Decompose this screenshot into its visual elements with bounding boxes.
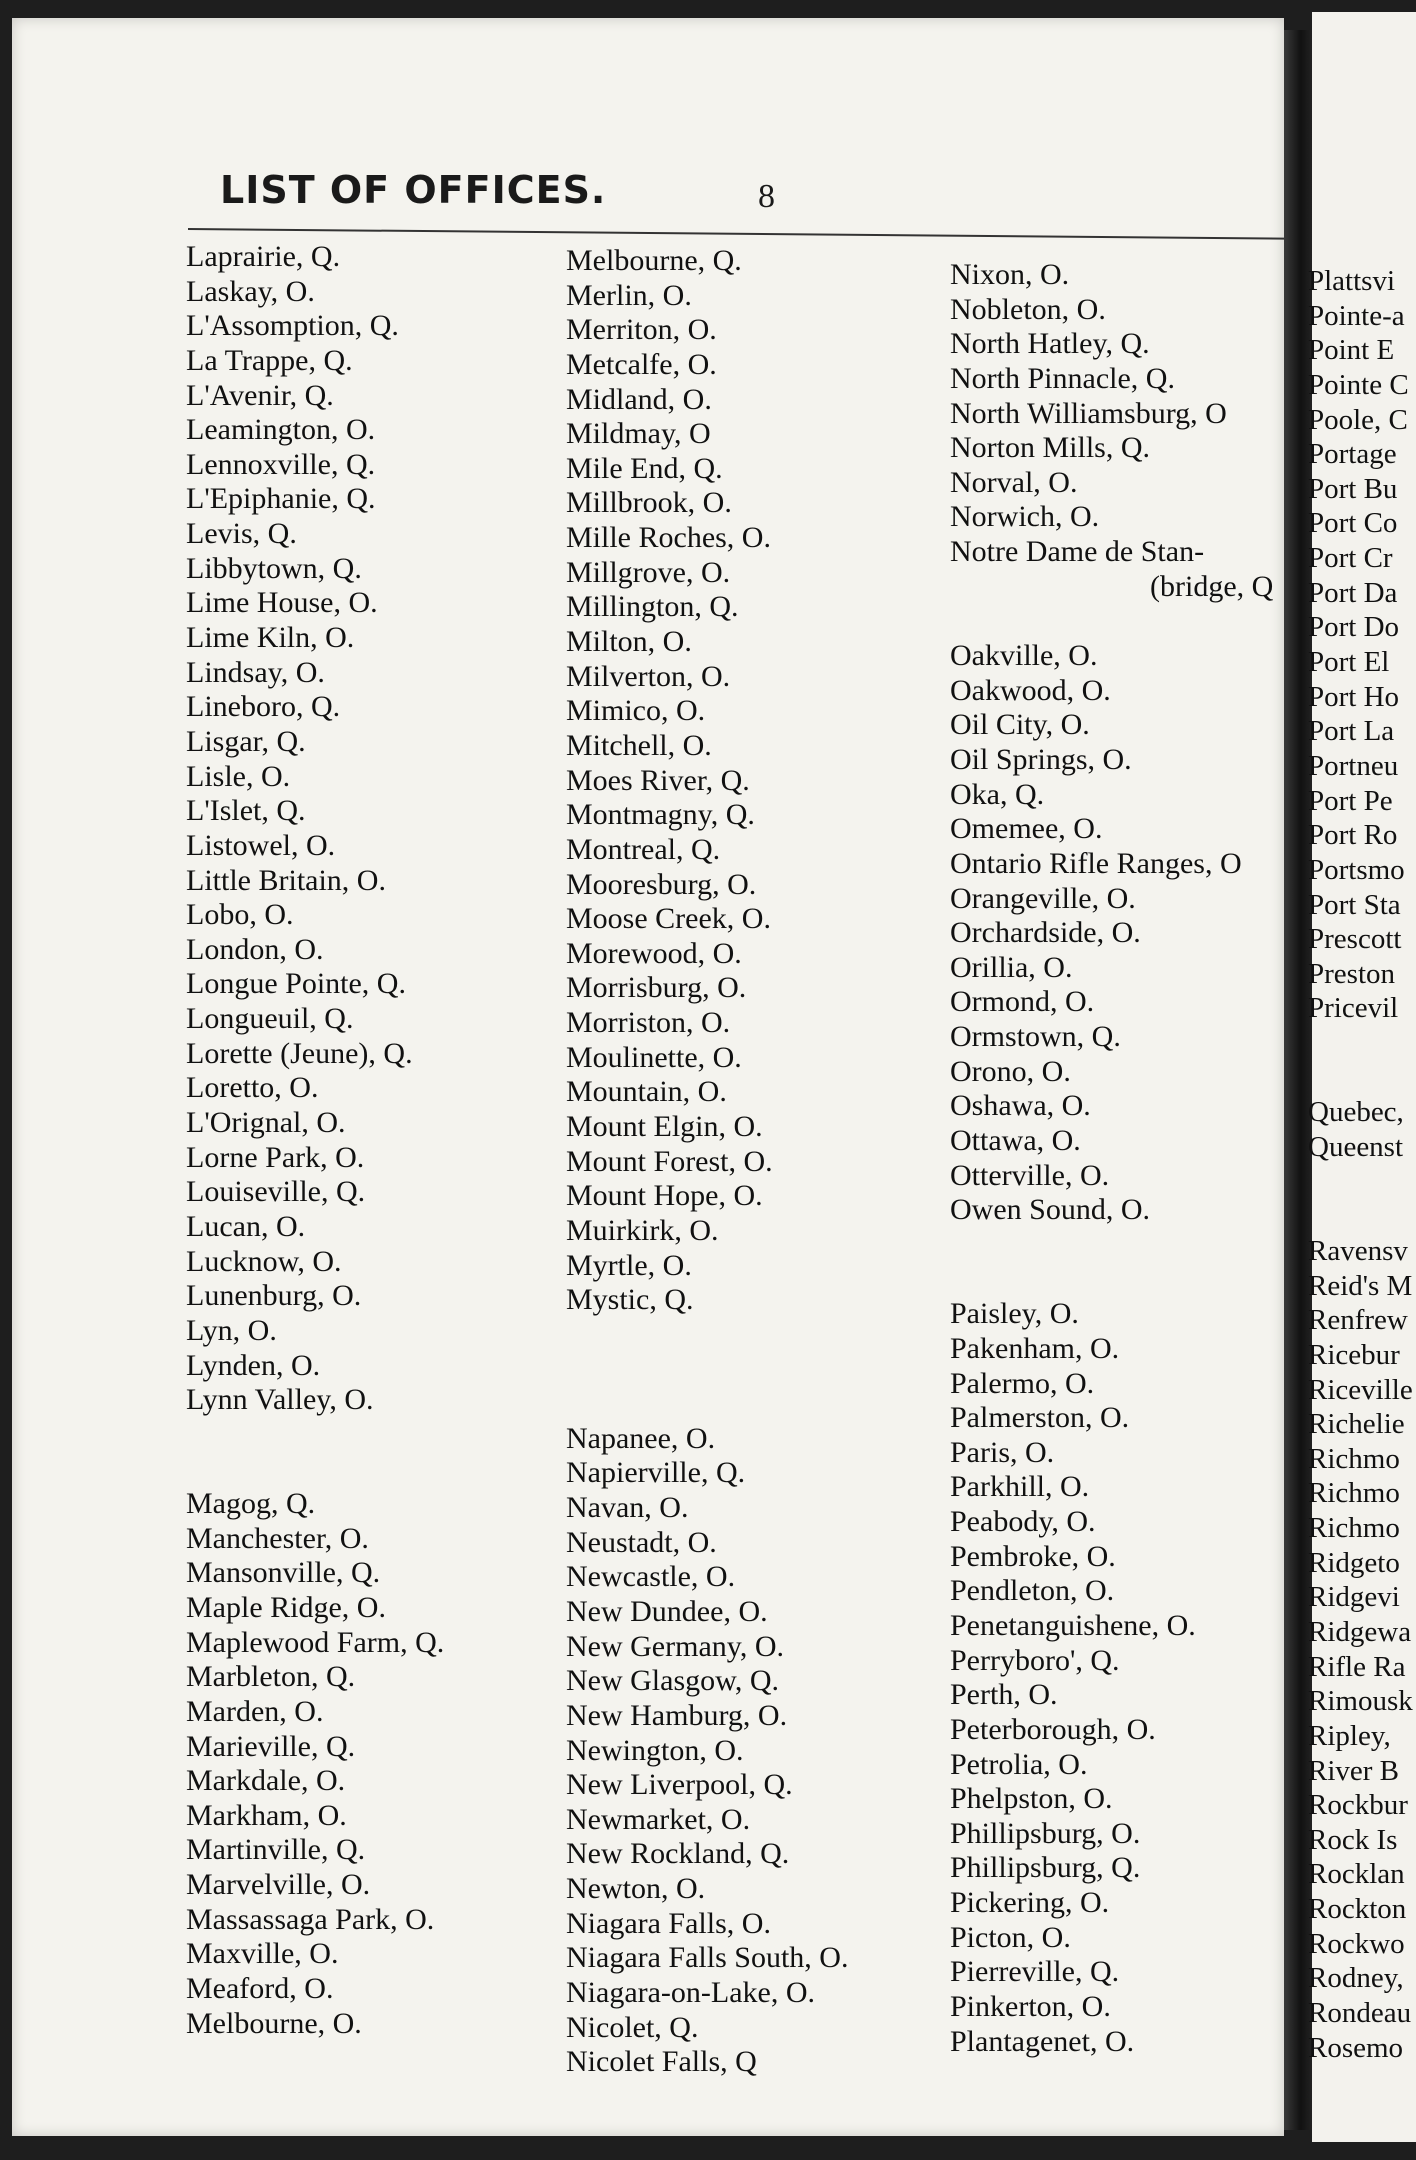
office-entry: Ottawa, O. [950,1124,1081,1158]
office-entry: Picton, O. [950,1920,1071,1954]
office-entry: Parkhill, O. [950,1470,1090,1504]
office-entry: L'Avenir, Q. [186,378,334,412]
facing-page-entry: Ricebur [1308,1338,1400,1371]
office-entry: Mooresburg, O. [566,867,757,901]
office-entry: Lucknow, O. [186,1244,342,1278]
office-entry: Newton, O. [566,1872,706,1906]
office-entry: Longue Pointe, Q. [186,967,406,1001]
office-entry: Laskay, O. [186,274,315,308]
facing-page-entry: Portneu [1308,749,1399,782]
blank-line [566,1318,848,1353]
office-entry: Norval, O. [950,465,1078,499]
office-entry: Levis, Q. [186,517,297,551]
office-entry: Palmerston, O. [950,1401,1130,1435]
office-entry: Lime Kiln, O. [186,621,355,655]
office-entry: Paris, O. [950,1435,1055,1469]
office-column-1 [186,240,444,2041]
page-heading: LIST OF OFFICES. [220,168,607,212]
facing-page-column [1308,264,1413,2065]
facing-page-entry: Ridgeto [1308,1546,1400,1579]
office-entry: Paisley, O. [950,1297,1079,1331]
facing-page-entry: Point E [1308,334,1395,367]
office-entry: Petrolia, O. [950,1747,1088,1781]
office-entry: Mansonville, Q. [186,1556,381,1590]
facing-page-entry: Rosemo [1308,2031,1404,2064]
office-entry: Peabody, O. [950,1505,1096,1539]
office-entry: Lunenburg, O. [186,1279,362,1313]
office-entry: London, O. [186,932,324,966]
office-entry: Lisle, O. [186,759,291,793]
office-entry: Owen Sound, O. [950,1193,1150,1227]
office-entry: Omemee, O. [950,812,1103,846]
office-entry: Melbourne, O. [186,2006,362,2040]
facing-page-entry: Rock Is [1308,1823,1398,1856]
office-entry: Loretto, O. [186,1071,319,1105]
office-entry: Morrisburg, O. [566,971,747,1005]
office-entry: Listowel, O. [186,828,336,862]
office-entry: Plantagenet, O. [950,2024,1135,2058]
office-entry: Nicolet Falls, Q [566,2045,757,2079]
office-entry: New Glasgow, Q. [566,1664,780,1698]
facing-page-entry: Port Cr [1308,542,1393,575]
office-entry: Libbytown, Q. [186,551,362,585]
office-entry: Meaford, O. [186,1972,334,2006]
office-entry: Lynn Valley, O. [186,1383,374,1417]
office-entry: Milverton, O. [566,659,731,693]
office-entry: Lisgar, Q. [186,724,306,758]
office-entry: Perryboro', Q. [950,1643,1120,1677]
office-entry: Ormond, O. [950,985,1095,1019]
office-entry: Notre Dame de Stan- [950,535,1205,569]
blank-line [1308,1061,1413,1096]
office-entry: Orchardside, O. [950,916,1141,950]
office-entry: Lyn, O. [186,1313,277,1347]
facing-page-entry: Port El [1308,646,1390,679]
office-entry: Merlin, O. [566,278,692,312]
office-entry: Marden, O. [186,1694,324,1728]
office-entry: Oakville, O. [950,639,1098,673]
facing-page-entry: Rockwo [1308,1927,1405,1960]
office-entry: Mountain, O. [566,1075,727,1109]
office-entry: Moose Creek, O. [566,902,771,936]
office-entry: Markdale, O. [186,1764,346,1798]
office-entry: Lime House, O. [186,586,378,620]
facing-page-entry: Richmo [1308,1442,1400,1475]
blank-line [950,1263,1273,1298]
office-entry: Pembroke, O. [950,1539,1116,1573]
office-entry: Martinville, Q. [186,1833,366,1867]
office-entry: Mile End, Q. [566,451,723,485]
facing-page-entry: Port Pe [1308,784,1393,817]
facing-page-entry: Riceville [1308,1373,1413,1406]
office-entry: Peterborough, O. [950,1712,1156,1746]
facing-page-entry: Richmo [1308,1512,1400,1545]
facing-page-entry: Port Do [1308,611,1400,644]
office-entry: Ormstown, Q. [950,1020,1121,1054]
facing-page-entry: Portage [1308,438,1397,471]
office-entry: Newmarket, O. [566,1802,751,1836]
facing-page-entry: Port Da [1308,576,1398,609]
office-entry: Laprairie, Q. [186,240,341,273]
office-entry: New Dundee, O. [566,1594,768,1628]
facing-page-entry: Port La [1308,715,1395,748]
office-entry: Marbleton, Q. [186,1660,356,1694]
facing-page-entry: Pointe-a [1308,299,1405,332]
office-entry: Navan, O. [566,1491,689,1525]
office-entry: Norton Mills, Q. [950,431,1151,465]
blank-line [950,604,1273,639]
office-entry: Lorette (Jeune), Q. [186,1036,413,1070]
office-entry: Pakenham, O. [950,1331,1120,1365]
office-entry: Oil City, O. [950,708,1090,742]
facing-page-entry: Rodney, [1308,1962,1404,1995]
facing-page-entry: Port Co [1308,507,1398,540]
facing-page-entry: River B [1308,1754,1400,1787]
office-entry: Napanee, O. [566,1421,716,1455]
facing-page-entry: Rifle Ra [1308,1650,1406,1683]
facing-page-entry: Port Ho [1308,680,1400,713]
office-entry: L'Orignal, O. [186,1106,346,1140]
office-entry: Longueuil, Q. [186,1002,354,1036]
blank-line [186,1452,444,1487]
office-entry: Phillipsburg, Q. [950,1851,1141,1885]
office-entry: Lucan, O. [186,1209,306,1243]
facing-page-entry: Ridgewa [1308,1615,1412,1648]
office-entry: Pendleton, O. [950,1574,1115,1608]
office-entry: Little Britain, O. [186,863,386,897]
office-entry: Lobo, O. [186,898,294,932]
office-entry: Orono, O. [950,1054,1071,1088]
office-entry: Pierreville, Q. [950,1955,1120,1989]
office-entry: Millbrook, O. [566,486,732,520]
office-entry: New Liverpool, Q. [566,1768,793,1802]
office-entry: Neustadt, O. [566,1525,717,1559]
office-entry: Oil Springs, O. [950,742,1132,776]
office-entry: New Rockland, Q. [566,1837,790,1871]
office-entry: Oshawa, O. [950,1089,1091,1123]
office-entry: Orillia, O. [950,950,1073,984]
office-entry: North Williamsburg, O [950,396,1227,430]
office-entry: Marieville, Q. [186,1729,356,1763]
office-entry: Melbourne, Q. [566,244,742,277]
office-entry: Nicolet, Q. [566,2010,699,2044]
office-entry: Niagara Falls, O. [566,1906,771,1940]
office-entry: Massassaga Park, O. [186,1902,435,1936]
facing-page-entry: Port Bu [1308,472,1398,505]
office-entry: Lennoxville, Q. [186,447,376,481]
office-entry: Phelpston, O. [950,1782,1113,1816]
blank-line [950,1228,1273,1263]
office-entry: North Hatley, Q. [950,327,1150,361]
office-entry: Markham, O. [186,1798,347,1832]
office-entry: Niagara-on-Lake, O. [566,1976,816,2010]
office-entry: Lindsay, O. [186,655,325,689]
facing-page-entry: Pointe C [1308,368,1409,401]
office-entry: Niagara Falls South, O. [566,1941,849,1975]
facing-page-entry: Port Ro [1308,819,1398,852]
blank-line [1308,1026,1413,1061]
office-entry: Oka, Q. [950,777,1045,811]
office-entry: Mystic, Q. [566,1283,694,1317]
page-number: 8 [758,178,775,215]
office-entry: Louiseville, Q. [186,1175,366,1209]
office-entry: Maxville, O. [186,1937,339,1971]
facing-page-entry: Preston [1308,957,1395,990]
office-entry: Montreal, Q. [566,832,721,866]
office-entry: Mount Hope, O. [566,1179,763,1213]
office-entry: Mildmay, O [566,417,711,451]
facing-page-entry: Poole, C [1308,403,1408,436]
office-entry: Merriton, O. [566,313,717,347]
facing-page-entry: Rockbur [1308,1789,1408,1822]
office-entry: Penetanguishene, O. [950,1608,1196,1642]
facing-page-entry: Portsmo [1308,853,1405,886]
office-entry: La Trappe, Q. [186,343,353,377]
office-entry: Otterville, O. [950,1158,1110,1192]
office-entry: Pinkerton, O. [950,1990,1111,2024]
office-entry: Millington, Q. [566,590,739,624]
office-entry: Metcalfe, O. [566,347,717,381]
facing-page-entry: Ridgevi [1308,1581,1400,1614]
office-entry: Mount Elgin, O. [566,1110,763,1144]
office-entry: Lineboro, Q. [186,690,341,724]
facing-page-entry: Rimousk [1308,1685,1413,1718]
blank-line [566,1387,848,1422]
office-entry: Moulinette, O. [566,1040,742,1074]
office-entry: Marvelville, O. [186,1868,371,1902]
office-entry: Moes River, Q. [566,763,750,797]
blank-line [1308,1199,1413,1234]
office-entry: Magog, Q. [186,1487,316,1521]
office-entry: Maple Ridge, O. [186,1590,386,1624]
office-entry: New Germany, O. [566,1629,784,1663]
office-entry: L'Assomption, Q. [186,309,399,343]
office-entry: Oakwood, O. [950,673,1111,707]
office-entry: Phillipsburg, O. [950,1816,1141,1850]
facing-page-entry: Richmo [1308,1477,1400,1510]
office-entry: Morriston, O. [566,1006,731,1040]
office-entry: Mille Roches, O. [566,521,771,555]
office-entry: Myrtle, O. [566,1248,692,1282]
office-entry: Norwich, O. [950,500,1100,534]
office-entry: Muirkirk, O. [566,1213,719,1247]
office-entry: Maplewood Farm, Q. [186,1625,445,1659]
office-entry: Orangeville, O. [950,881,1136,915]
office-entry: Napierville, Q. [566,1456,746,1490]
facing-page-entry: Reid's M [1308,1269,1413,1302]
facing-page-entry: Rocklan [1308,1858,1405,1891]
office-entry: Lynden, O. [186,1348,321,1382]
office-entry: Ontario Rifle Ranges, O [950,846,1242,880]
office-entry: Lorne Park, O. [186,1140,365,1174]
office-entry: (bridge, Q [1150,569,1274,603]
facing-page-entry: Rockton [1308,1893,1407,1926]
office-entry: North Pinnacle, Q. [950,361,1175,395]
facing-page-entry: Port Sta [1308,888,1401,921]
office-entry: L'Epiphanie, Q. [186,482,376,516]
office-entry: L'Islet, Q. [186,794,306,828]
office-entry: Perth, O. [950,1678,1058,1712]
office-entry: Milton, O. [566,625,692,659]
office-entry: New Hamburg, O. [566,1698,788,1732]
office-entry: Nixon, O. [950,258,1070,291]
facing-page-entry: Plattsvi [1308,265,1396,297]
office-entry: Mitchell, O. [566,728,712,762]
blank-line [1308,1165,1413,1200]
office-entry: Nobleton, O. [950,292,1106,326]
facing-page-entry: Prescott [1308,923,1402,956]
facing-page-entry: Ripley, [1308,1719,1391,1752]
facing-page-entry: Ravensv [1308,1234,1408,1267]
office-entry: Leamington, O. [186,413,376,447]
office-entry: Palermo, O. [950,1366,1095,1400]
office-entry: Montmagny, Q. [566,798,755,832]
office-entry: Newington, O. [566,1733,744,1767]
blank-line [566,1353,848,1388]
office-column-2 [566,244,848,2080]
office-column-3 [950,258,1273,2059]
blank-line [186,1418,444,1453]
office-entry: Morewood, O. [566,936,742,970]
facing-page-entry: Rondeau [1308,1997,1412,2030]
facing-page-entry: Pricevil [1308,992,1399,1025]
office-entry: Midland, O. [566,382,712,416]
office-entry: Manchester, O. [186,1521,369,1555]
office-entry: Mount Forest, O. [566,1144,773,1178]
facing-page-entry: Renfrew [1308,1304,1408,1337]
office-entry: Millgrove, O. [566,555,731,589]
header-rule [188,228,1284,240]
facing-page-entry: Richelie [1308,1408,1405,1441]
office-entry: Pickering, O. [950,1886,1110,1920]
office-entry: Mimico, O. [566,694,706,728]
facing-page-entry: Quebec, [1308,1096,1404,1129]
facing-page-entry: Queenst [1308,1131,1404,1164]
office-entry: Newcastle, O. [566,1560,736,1594]
